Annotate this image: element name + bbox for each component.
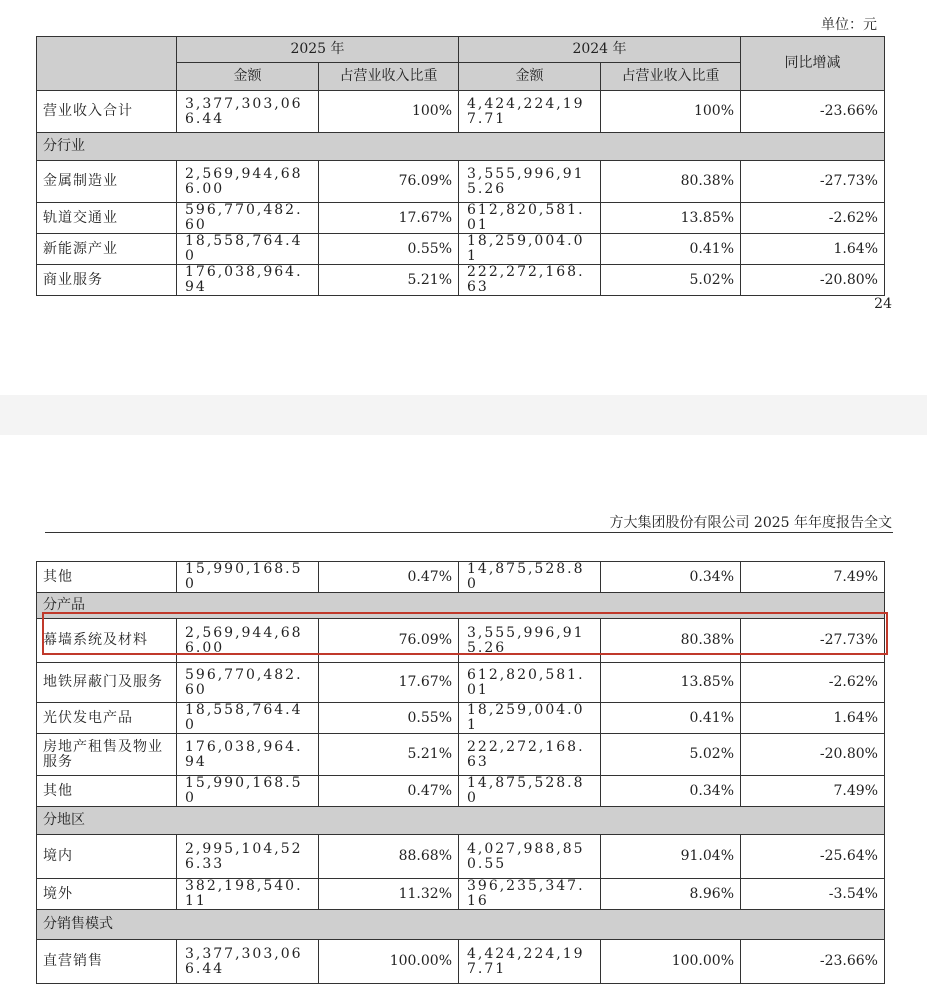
amount-2024: 612,820,581.01 — [459, 663, 601, 703]
ratio-2024: 100% — [601, 91, 741, 133]
header-yoy: 同比增减 — [741, 37, 885, 91]
header-year-2025: 2025 年 — [177, 37, 459, 63]
section-product: 分产品 — [37, 593, 885, 619]
ratio-2024: 91.04% — [601, 835, 741, 879]
amount-2025: 18,558,764.40 — [177, 703, 319, 734]
ratio-2025: 0.47% — [319, 562, 459, 593]
amount-2025: 176,038,964.94 — [177, 734, 319, 776]
amount-2025: 596,770,482.60 — [177, 203, 319, 234]
header-year-2024: 2024 年 — [459, 37, 741, 63]
ratio-2024: 0.41% — [601, 703, 741, 734]
yoy-change: 7.49% — [741, 776, 885, 807]
ratio-2024: 5.02% — [601, 734, 741, 776]
amount-2025: 15,990,168.50 — [177, 776, 319, 807]
row-name: 房地产租售及物业服务 — [37, 734, 177, 776]
amount-2025: 3,377,303,066.44 — [177, 940, 319, 984]
amount-2024: 4,424,224,197.71 — [459, 940, 601, 984]
ratio-2024: 8.96% — [601, 879, 741, 910]
amount-2024: 222,272,168.63 — [459, 265, 601, 296]
ratio-2025: 17.67% — [319, 203, 459, 234]
ratio-2025: 0.55% — [319, 703, 459, 734]
yoy-change: 1.64% — [741, 703, 885, 734]
amount-2025: 2,995,104,526.33 — [177, 835, 319, 879]
section-region: 分地区 — [37, 807, 885, 835]
amount-2024: 3,555,996,915.26 — [459, 161, 601, 203]
amount-2025: 18,558,764.40 — [177, 234, 319, 265]
table-row — [37, 203, 885, 234]
header-ratio-2025: 占营业收入比重 — [319, 63, 459, 91]
section-sales-mode: 分销售模式 — [37, 910, 885, 940]
row-name: 轨道交通业 — [37, 203, 177, 234]
section-industry: 分行业 — [37, 133, 885, 161]
amount-2025: 382,198,540.11 — [177, 879, 319, 910]
ratio-2024: 0.34% — [601, 776, 741, 807]
header-rule — [45, 532, 893, 533]
amount-2025: 3,377,303,066.44 — [177, 91, 319, 133]
row-name: 其他 — [37, 776, 177, 807]
ratio-2024: 13.85% — [601, 663, 741, 703]
table-row — [37, 234, 885, 265]
page-number: 24 — [874, 296, 892, 312]
amount-2025: 15,990,168.50 — [177, 562, 319, 593]
revenue-table-part1 — [36, 36, 885, 296]
ratio-2025: 11.32% — [319, 879, 459, 910]
amount-2024: 612,820,581.01 — [459, 203, 601, 234]
amount-2025: 2,569,944,686.00 — [177, 619, 319, 663]
row-name: 营业收入合计 — [37, 91, 177, 133]
ratio-2024: 0.41% — [601, 234, 741, 265]
report-page-top — [0, 0, 927, 395]
ratio-2024: 13.85% — [601, 203, 741, 234]
page-separator — [0, 395, 927, 435]
ratio-2025: 76.09% — [319, 161, 459, 203]
amount-2024: 14,875,528.80 — [459, 776, 601, 807]
amount-2024: 4,027,988,850.55 — [459, 835, 601, 879]
ratio-2025: 76.09% — [319, 619, 459, 663]
row-name: 其他 — [37, 562, 177, 593]
ratio-2025: 100.00% — [319, 940, 459, 984]
amount-2024: 3,555,996,915.26 — [459, 619, 601, 663]
amount-2024: 18,259,004.01 — [459, 703, 601, 734]
yoy-change: -20.80% — [741, 265, 885, 296]
ratio-2025: 17.67% — [319, 663, 459, 703]
yoy-change: -25.64% — [741, 835, 885, 879]
amount-2024: 222,272,168.63 — [459, 734, 601, 776]
header-amount-2025: 金额 — [177, 63, 319, 91]
amount-2024: 4,424,224,197.71 — [459, 91, 601, 133]
amount-2024: 396,235,347.16 — [459, 879, 601, 910]
table-row — [37, 940, 885, 984]
row-name: 境内 — [37, 835, 177, 879]
unit-label: 单位：元 — [821, 17, 877, 33]
table-row — [37, 703, 885, 734]
table-row — [37, 663, 885, 703]
ratio-2024: 0.34% — [601, 562, 741, 593]
table-row — [37, 734, 885, 776]
header-ratio-2024: 占营业收入比重 — [601, 63, 741, 91]
row-name: 境外 — [37, 879, 177, 910]
amount-2025: 2,569,944,686.00 — [177, 161, 319, 203]
yoy-change: -27.73% — [741, 161, 885, 203]
yoy-change: 7.49% — [741, 562, 885, 593]
ratio-2024: 100.00% — [601, 940, 741, 984]
highlight-box — [42, 612, 888, 655]
table-row — [37, 161, 885, 203]
ratio-2025: 5.21% — [319, 734, 459, 776]
table-row — [37, 91, 885, 133]
yoy-change: -20.80% — [741, 734, 885, 776]
table-row — [37, 835, 885, 879]
yoy-change: -2.62% — [741, 663, 885, 703]
yoy-change: -23.66% — [741, 940, 885, 984]
amount-2025: 596,770,482.60 — [177, 663, 319, 703]
table-row — [37, 879, 885, 910]
yoy-change: -23.66% — [741, 91, 885, 133]
ratio-2024: 80.38% — [601, 161, 741, 203]
row-name: 商业服务 — [37, 265, 177, 296]
ratio-2025: 88.68% — [319, 835, 459, 879]
yoy-change: 1.64% — [741, 234, 885, 265]
yoy-change: -27.73% — [741, 619, 885, 663]
row-name: 金属制造业 — [37, 161, 177, 203]
amount-2024: 14,875,528.80 — [459, 562, 601, 593]
ratio-2025: 0.47% — [319, 776, 459, 807]
yoy-change: -2.62% — [741, 203, 885, 234]
table-row — [37, 265, 885, 296]
yoy-change: -3.54% — [741, 879, 885, 910]
row-name: 光伏发电产品 — [37, 703, 177, 734]
amount-2024: 18,259,004.01 — [459, 234, 601, 265]
amount-2025: 176,038,964.94 — [177, 265, 319, 296]
report-title: 方大集团股份有限公司 2025 年年度报告全文 — [609, 515, 892, 531]
ratio-2024: 5.02% — [601, 265, 741, 296]
ratio-2024: 80.38% — [601, 619, 741, 663]
ratio-2025: 100% — [319, 91, 459, 133]
table-row — [37, 562, 885, 593]
row-name: 直营销售 — [37, 940, 177, 984]
row-name: 地铁屏蔽门及服务 — [37, 663, 177, 703]
row-name: 幕墙系统及材料 — [37, 619, 177, 663]
ratio-2025: 5.21% — [319, 265, 459, 296]
header-amount-2024: 金额 — [459, 63, 601, 91]
header-blank — [37, 37, 177, 91]
ratio-2025: 0.55% — [319, 234, 459, 265]
row-name: 新能源产业 — [37, 234, 177, 265]
table-row — [37, 776, 885, 807]
